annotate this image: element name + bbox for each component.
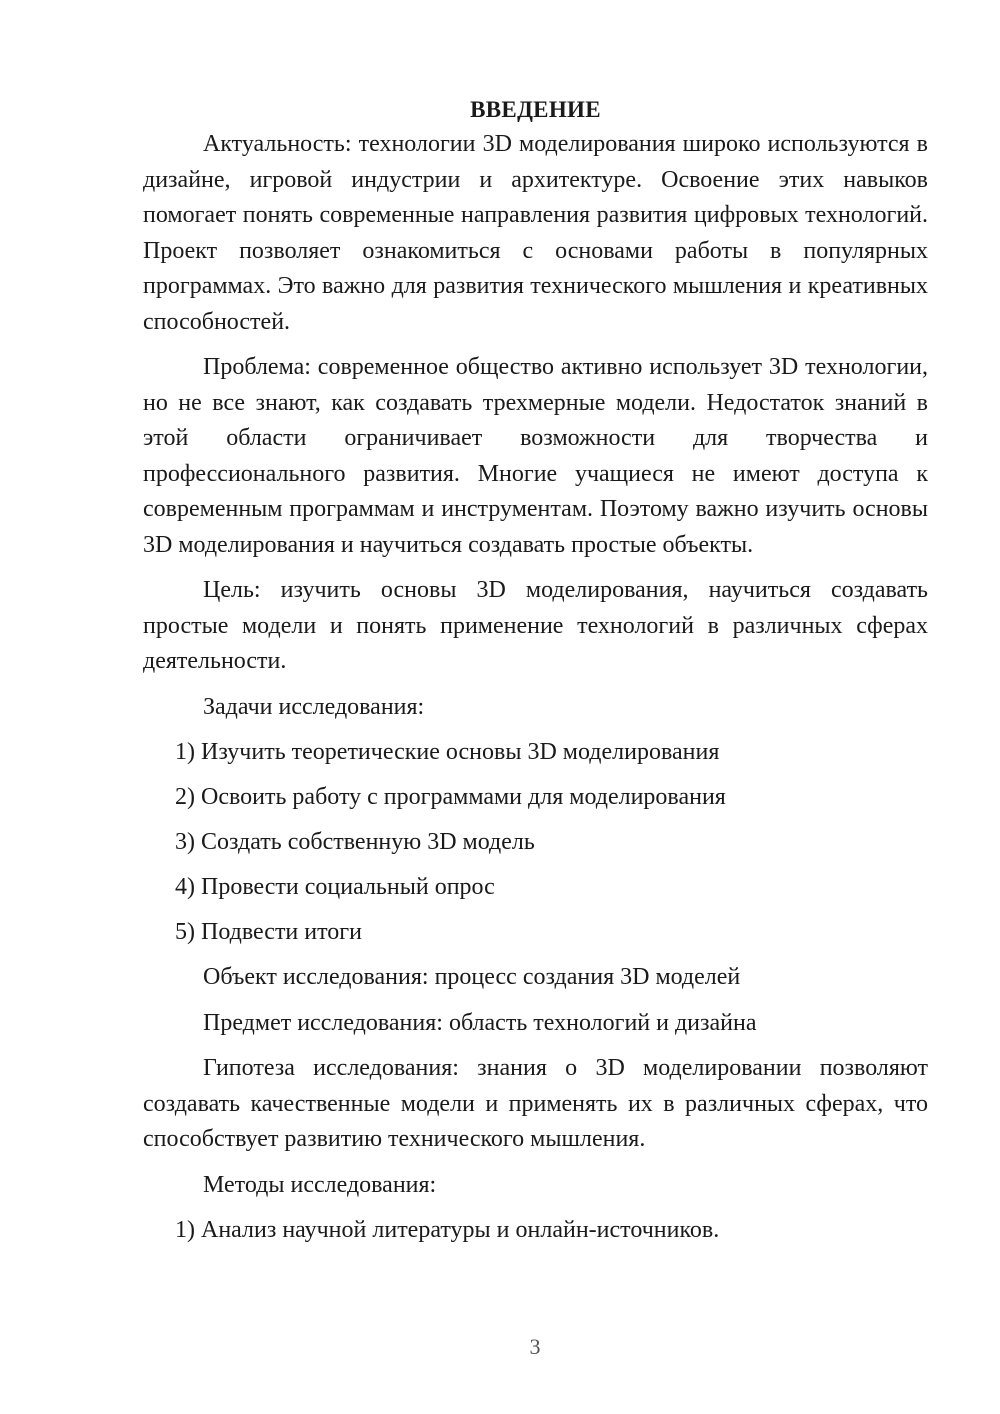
tasks-title: Задачи исследования: (203, 693, 425, 720)
section-heading: ВВЕДЕНИЕ (470, 97, 601, 122)
tasks-list (143, 735, 928, 951)
problem-paragraph: Проблема: современное общество активно использует 3D технологии, но не все знают, как создавать трехмерные модели. Недостаток знаний в этой области ограничивает возможности для творчества и профессионального развития. Многие учащиеся не имеют доступа к современным программам и инструментам. Поэтому важно изучить основы 3D моделирования и научиться создавать простые объекты. (143, 354, 928, 558)
page-number: 3 (529, 1334, 541, 1359)
goal-paragraph: Цель: изучить основы 3D моделирования, научиться создавать простые модели и понять применение технологий в различных сферах деятельности. (143, 577, 928, 674)
task-item: 4) Провести социальный опрос (175, 874, 495, 900)
research-object: Объект исследования: процесс создания 3D моделей (203, 964, 741, 990)
task-item: 1) Изучить теоретические основы 3D моделирования (175, 739, 720, 765)
methods-list (143, 1213, 928, 1249)
task-item: 5) Подвести итоги (175, 919, 362, 945)
task-item: 2) Освоить работу с программами для моделирования (175, 784, 726, 810)
page-content (143, 92, 928, 1258)
relevance-paragraph: Актуальность: технологии 3D моделирования широко используются в дизайне, игровой индустрии и архитектуре. Освоение этих навыков помогает понять современные направления развития цифровых технологий. Проект позволяет ознакомиться с основами работы в популярных программах. Это важно для развития технического мышления и креативных способностей. (143, 131, 928, 335)
task-item: 3) Создать собственную 3D модель (175, 829, 535, 855)
hypothesis-paragraph: Гипотеза исследования: знания о 3D моделировании позволяют создавать качественные модели и применять их в различных сферах, что способствует развитию технического мышления. (143, 1055, 928, 1152)
research-subject: Предмет исследования: область технологий и дизайна (203, 1009, 757, 1036)
methods-title: Методы исследования: (203, 1171, 437, 1198)
method-item: 1) Анализ научной литературы и онлайн-источников. (175, 1217, 720, 1243)
